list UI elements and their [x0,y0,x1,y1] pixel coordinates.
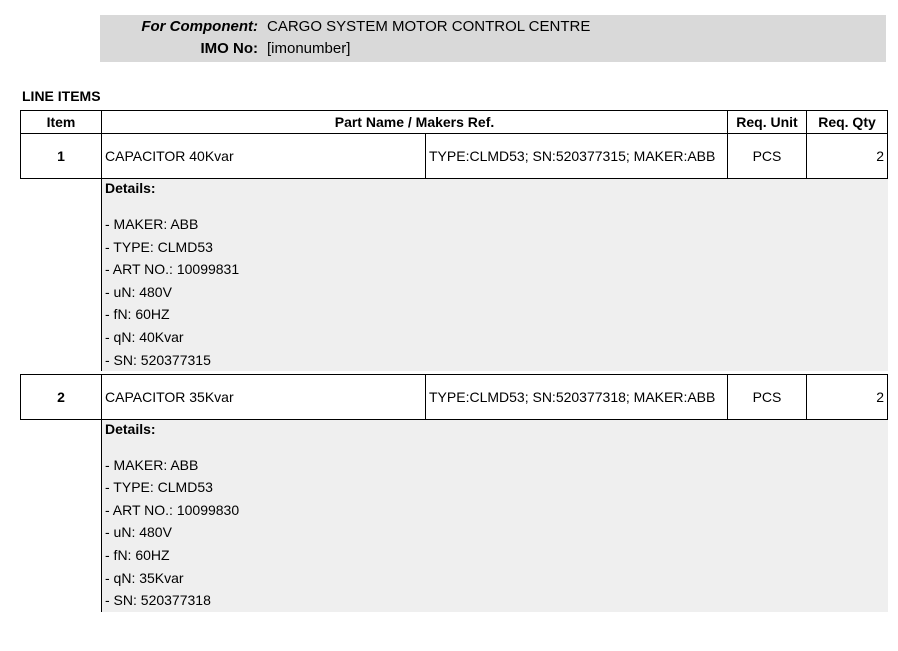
makers-ref: TYPE:CLMD53; SN:520377315; MAKER:ABB [426,134,728,179]
column-header-qty: Req. Qty [807,111,888,134]
detail-line: - uN: 480V [105,524,172,541]
detail-line: - fN: 60HZ [105,547,170,564]
details-row [21,419,888,612]
component-label: For Component: [141,18,258,35]
req-unit: PCS [728,374,807,419]
detail-line: - SN: 520377315 [105,351,211,368]
line-items-table [20,110,888,612]
makers-ref: TYPE:CLMD53; SN:520377318; MAKER:ABB [426,374,728,419]
detail-line: - qN: 35Kvar [105,569,184,586]
detail-line: - fN: 60HZ [105,306,170,323]
detail-line: - ART NO.: 10099831 [105,261,240,278]
part-name: CAPACITOR 35Kvar [102,374,426,419]
detail-line: - MAKER: ABB [105,216,199,232]
column-header-item: Item [21,111,102,134]
detail-line: - MAKER: ABB [105,456,199,473]
column-header-part: Part Name / Makers Ref. [102,111,728,134]
table-header-row [21,111,888,134]
details-row [21,179,888,372]
detail-line: - uN: 480V [105,283,172,300]
details-block [102,179,888,372]
table-row [21,374,888,419]
details-label: Details: [105,420,156,437]
details-label: Details: [105,180,156,196]
details-block [102,419,888,612]
table-row [21,134,888,179]
column-header-unit: Req. Unit [728,111,807,134]
detail-line: - SN: 520377318 [105,592,211,609]
imo-value: [imonumber] [267,40,351,57]
detail-line: - TYPE: CLMD53 [105,479,213,496]
req-unit: PCS [728,134,807,179]
section-title: LINE ITEMS [22,88,101,104]
imo-label: IMO No: [200,40,258,57]
item-number: 1 [21,134,102,179]
detail-line: - TYPE: CLMD53 [105,238,213,255]
item-number: 2 [21,374,102,419]
component-value: CARGO SYSTEM MOTOR CONTROL CENTRE [267,18,591,35]
detail-line: - qN: 40Kvar [105,328,184,345]
part-name: CAPACITOR 40Kvar [102,134,426,179]
req-qty: 2 [807,134,888,179]
detail-line: - ART NO.: 10099830 [105,501,240,518]
component-header [100,15,886,62]
req-qty: 2 [807,374,888,419]
